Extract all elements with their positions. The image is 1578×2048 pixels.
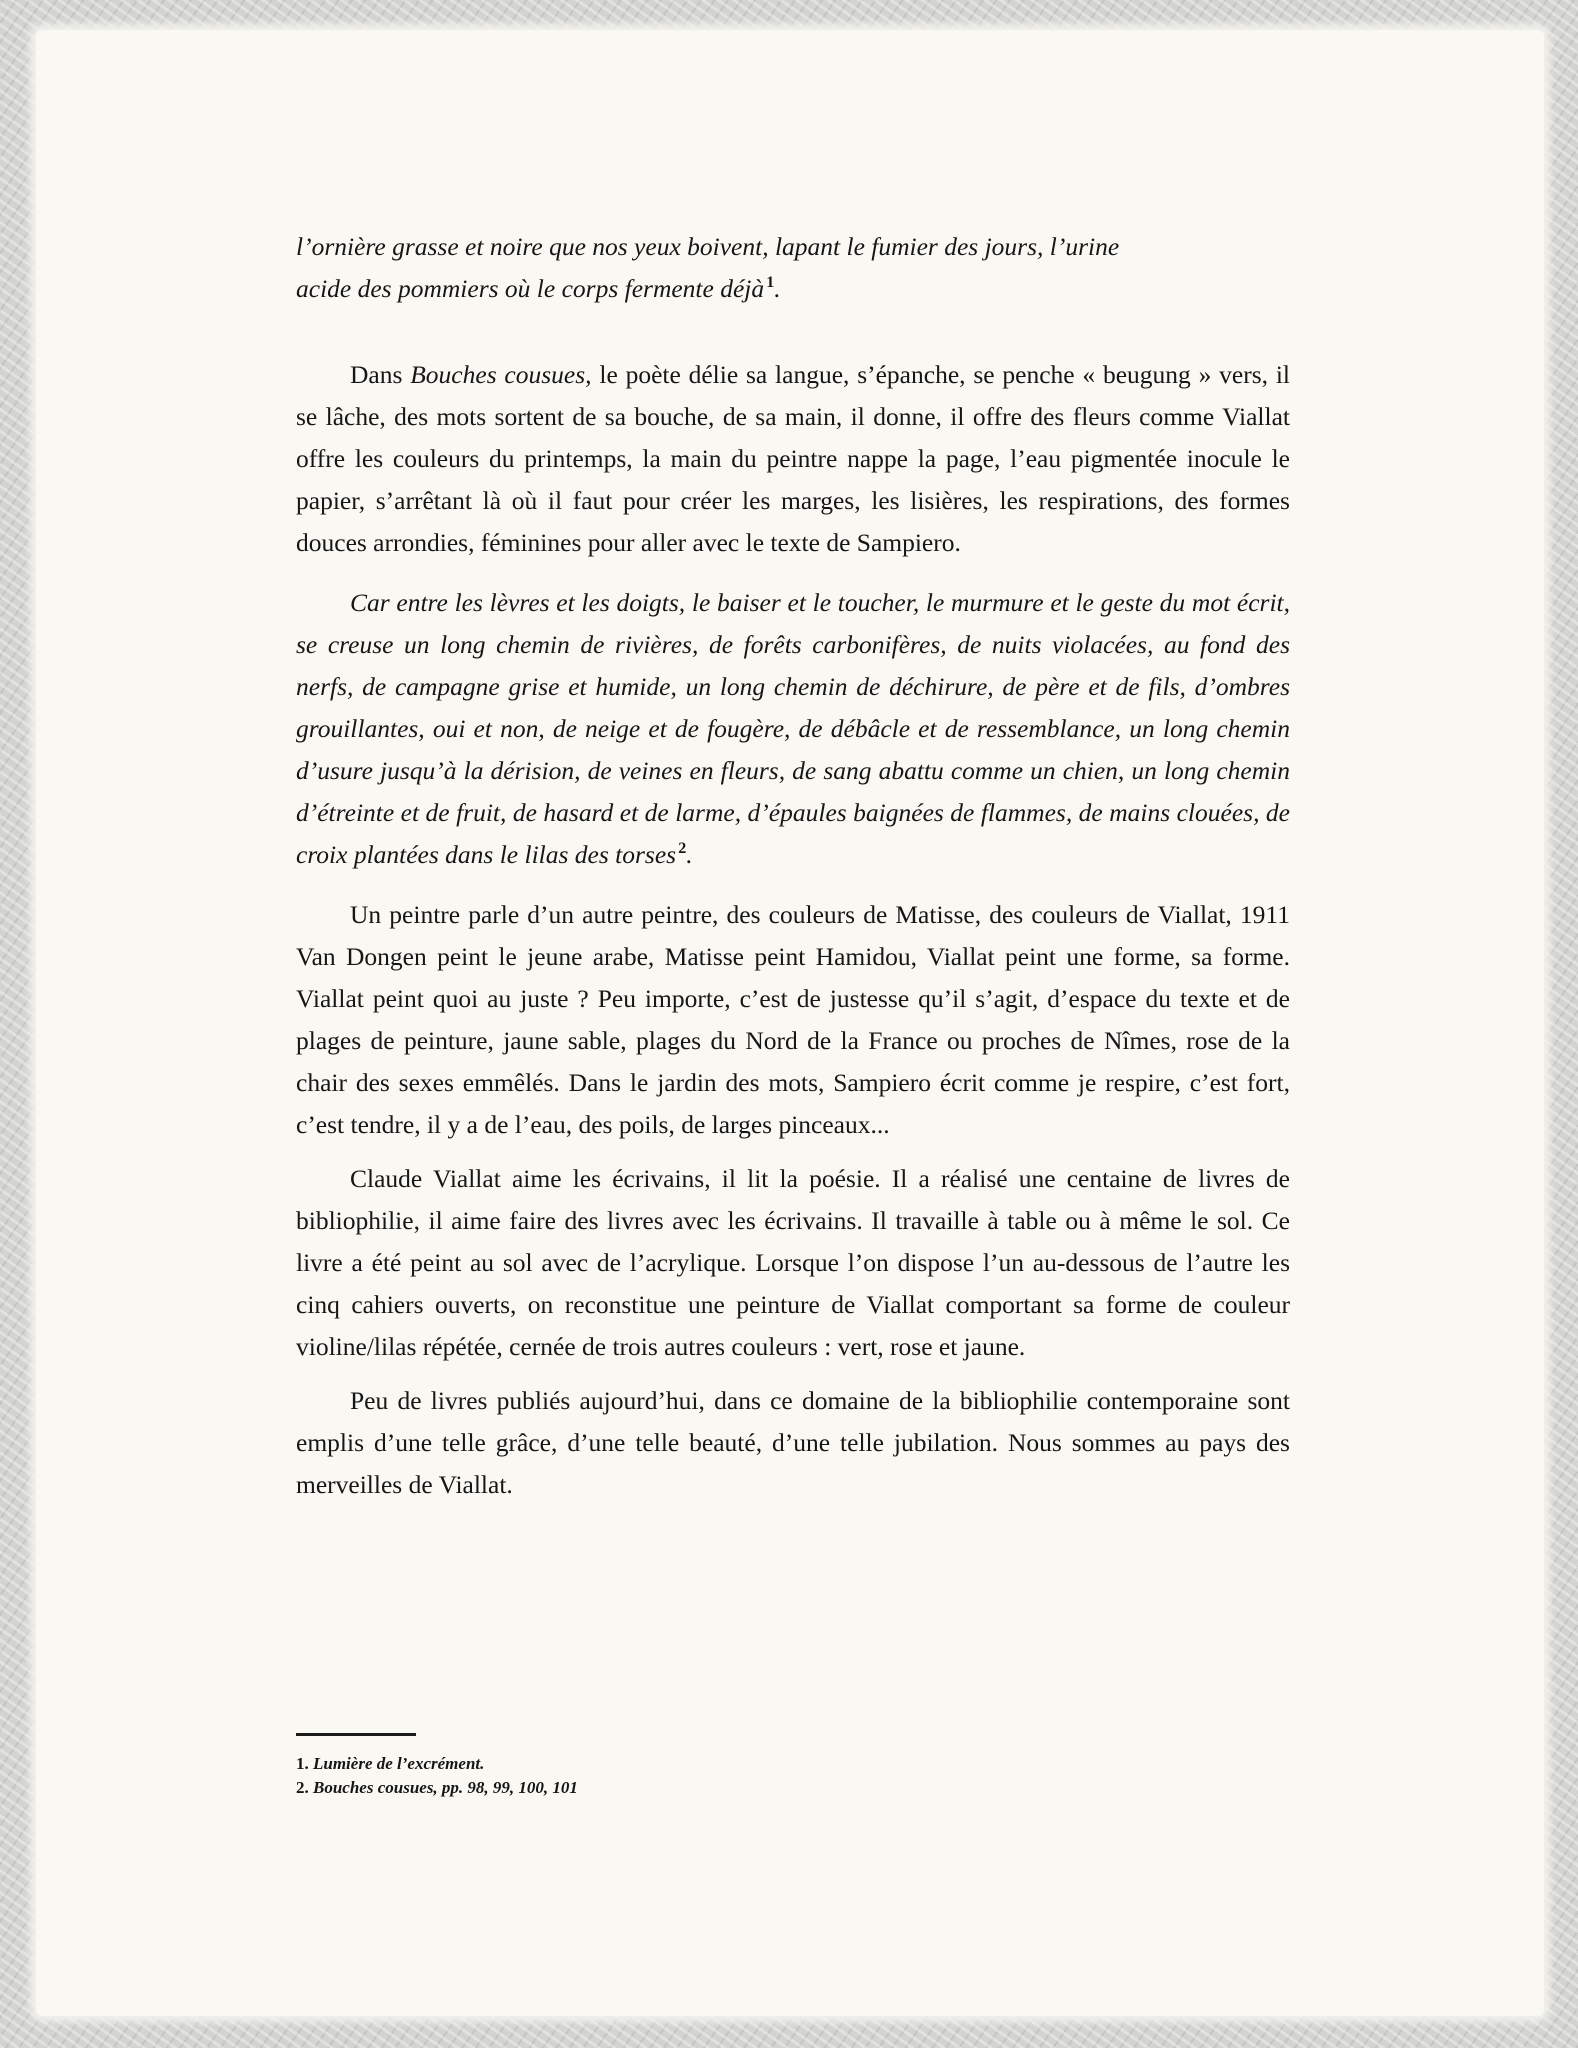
quote-2-text: Car entre les lèvres et les doigts, le baiser et le toucher, le murmure et le geste du mot écrit, se creuse un long chemin de rivières, de forêts carbonifères, de nuits violacées, au fond des nerfs, de campagne grise et humide, un long chemin de déchirure, de père et de fils, d’ombres grouillantes, oui et non, de neige et de fougère, de débâcle et de ressemblance, un long chemin d’usure jusqu’à la dérision, de veines en fleurs, de sang abattu comme un chien, un long chemin d’étreinte et de fruit, de hasard et de larme, d’épaules baignées de flammes, de mains clouées, de croix plantées dans le lilas des torses xyxy=(296,588,1290,869)
footnote-ref-2[interactable]: 2 xyxy=(678,840,687,857)
footnotes xyxy=(296,1752,1196,1800)
footnote-ref-1[interactable]: 1 xyxy=(766,274,775,291)
paragraph-bouches-cousues xyxy=(296,354,1290,564)
paragraph-viallat: Claude Viallat aime les écrivains, il lit la poésie. Il a réalisé une centaine de livres de bibliophilie, il aime faire des livres avec les écrivains. Il travaille à table ou à même le sol. Ce livre a été peint au sol avec de l’acrylique. Lorsque l’on dispose l’un au-dessous de l’autre les cinq cahiers ouverts, on reconstitue une peinture de Viallat comportant sa forme de couleur violine/lilas répétée, cernée de trois autres couleurs : vert, rose et jaune. xyxy=(296,1164,1290,1361)
footnote-1-number: 1. xyxy=(296,1754,309,1773)
paragraph-matisse: Un peintre parle d’un autre peintre, des couleurs de Matisse, des couleurs de Viallat, 1911 Van Dongen peint le jeune arabe, Matisse peint Hamidou, Viallat peint une forme, sa forme. Viallat peint quoi au juste ? Peu importe, c’est de justesse qu’il s’agit, d’espace du texte et de plages de peinture, jaune sable, plages du Nord de la France ou proches de Nîmes, rose de la chair des sexes emmêlés. Dans le jardin des mots, Sampiero écrit comme je respire, c’est fort, c’est tendre, il y a de l’eau, des poils, de larges pinceaux... xyxy=(296,900,1290,1139)
footnote-1-text: Lumière de l’excrément. xyxy=(313,1754,485,1773)
quote-sampiero: Car entre les lèvres et les doigts, le baiser et le toucher, le murmure et le geste du mot écrit, se creuse un long chemin de rivières, de forêts carbonifères, de nuits violacées, au fond des nerfs, de campagne grise et humide, un long chemin de déchirure, de père et de fils, d’ombres grouillantes, oui et non, de neige et de fougère, de débâcle et de ressemblance, un long chemin d’usure jusqu’à la dérision, de veines en fleurs, de sang abattu comme un chien, un long chemin d’étreinte et de fruit, de hasard et de larme, d’épaules baignées de flammes, de mains clouées, de croix plantées dans le lilas des torses $^2$. xyxy=(296,588,1290,869)
paragraph-1-prefix: Dans xyxy=(350,360,411,389)
opening-quote: l’ornière grasse et noire que nos yeux boivent, lapant le fumier des jours, l’urine acide des pommiers où le corps fermente déjà $^1$. xyxy=(296,232,1120,303)
footnote-2 xyxy=(296,1776,1196,1800)
main-text xyxy=(296,226,1290,1506)
paragraph-1-rest: le poète délie sa langue, s’épanche, se penche « beugung » vers, il se lâche, des mots sortent de sa bouche, de sa main, il donne, il offre des fleurs comme Viallat offre les couleurs du printemps, la main du peintre nappe la page, l’eau pigmentée inocule le papier, s’arrêtant là où il faut pour créer les marges, les lisières, les respirations, des formes douces arrondies, féminines pour aller avec le texte de Sampiero. xyxy=(296,360,1290,557)
footnote-2-number: 2. xyxy=(296,1778,309,1797)
paragraph-conclusion: Peu de livres publiés aujourd’hui, dans ce domaine de la bibliophilie contemporaine sont emplis d’une telle grâce, d’une telle beauté, d’une telle jubilation. Nous sommes au pays des merveilles de Viallat. xyxy=(296,1386,1290,1499)
book-title-bouches-cousues: Bouches cousues, xyxy=(410,360,592,389)
footnote-1 xyxy=(296,1752,1196,1776)
opening-quote-line-1: l’ornière grasse et noire que nos yeux boivent, lapant le fumier des jours, l’urine xyxy=(296,232,1120,261)
footnote-2-text: Bouches cousues, pp. 98, 99, 100, 101 xyxy=(313,1778,578,1797)
footnote-divider xyxy=(296,1733,416,1736)
opening-quote-line-2: acide des pommiers où le corps fermente déjà xyxy=(296,274,765,303)
